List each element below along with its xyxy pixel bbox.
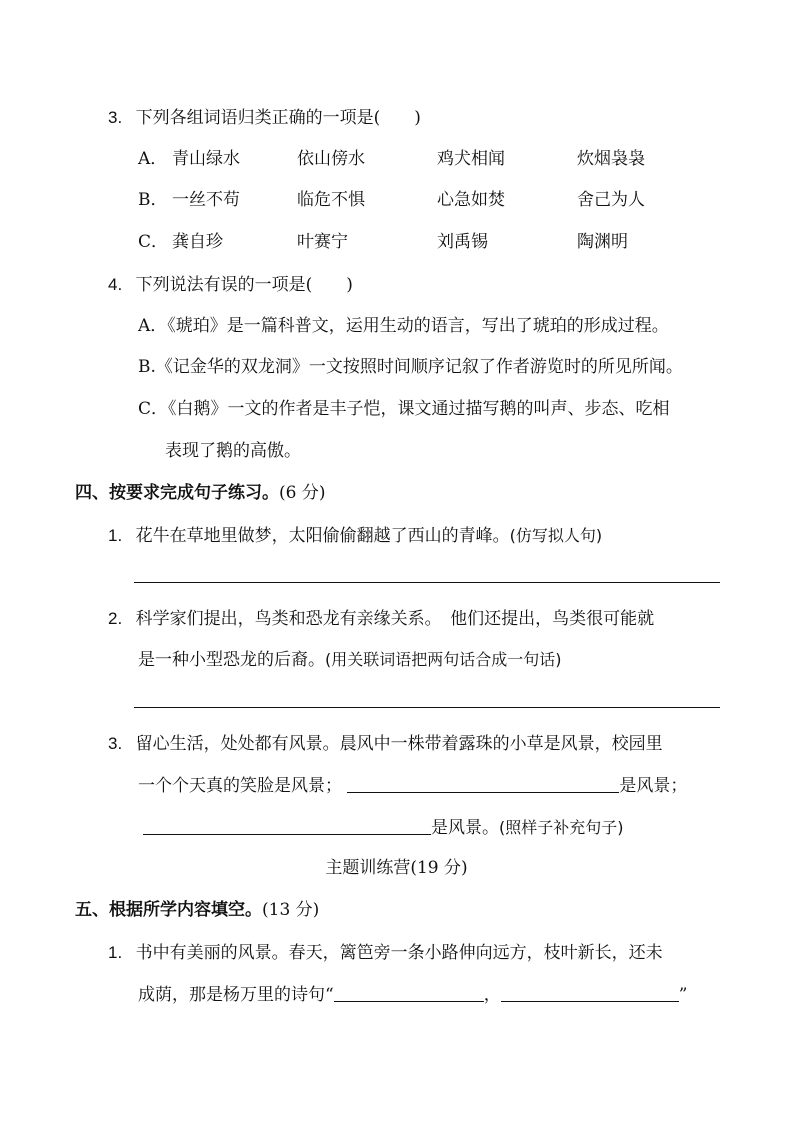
q3-option-b-item-2: 临危不惧: [297, 190, 365, 210]
s5-item-1-line-2: [138, 985, 687, 1004]
q3-option-c-item-2: 叶赛宁: [297, 232, 348, 252]
s4-item-2-hint: (用关联词语把两句话合成一句话): [325, 650, 562, 669]
q3-option-a-item-2: 依山傍水: [297, 149, 365, 169]
q3-number: 3.: [108, 108, 123, 127]
s4-item-3-line-3: [143, 818, 624, 837]
section-4-heading: [75, 485, 325, 502]
q4-option-c-text-2: 表现了鹅的高傲。: [165, 441, 301, 461]
section-5-title: 五、根据所学内容填空。: [75, 900, 262, 920]
q3-option-b-item-3: 心急如焚: [437, 190, 505, 210]
s4-item-2-line-1: [108, 610, 654, 628]
section-5-score: (13 分): [262, 900, 320, 920]
s5-item-1-blank-2[interactable]: [501, 985, 679, 1002]
s4-item-3-line-2: [138, 776, 687, 795]
q4-number: 4.: [108, 275, 123, 294]
s4-item-2-number: 2.: [108, 609, 123, 628]
section-4-score: (6 分): [279, 483, 326, 503]
q4-option-b: [138, 359, 683, 376]
s4-item-2-text-2: 是一种小型恐龙的后裔。: [138, 650, 325, 670]
q4-option-b-text: 《记金华的双龙洞》一文按照时间顺序记叙了作者游览时的所见所闻。: [155, 357, 683, 377]
q4-option-c-label: C．: [138, 399, 169, 419]
s4-item-3-hint: (照样子补充句子): [499, 818, 624, 837]
s5-item-1-text-1: 书中有美丽的风景。春天，篱笆旁一条小路伸向远方，枝叶新长，还未: [135, 943, 663, 963]
s4-item-1-text: 花牛在草地里做梦，太阳偷偷翻越了西山的青峰。: [135, 526, 510, 546]
s4-item-1-hint: (仿写拟人句): [509, 526, 603, 545]
s5-item-1-comma: ，: [483, 985, 501, 1005]
s4-item-2-line-2: [138, 652, 562, 669]
q4-option-a: [138, 318, 669, 335]
s4-item-3-text-2: 一个个天真的笑脸是风景；: [138, 776, 342, 796]
s4-item-3-number: 3.: [108, 734, 123, 753]
s5-item-1-number: 1.: [108, 943, 123, 962]
q3-option-b-label: B．: [138, 190, 168, 210]
q4-stem: 下列说法有误的一项是( ): [135, 275, 353, 295]
s4-item-3-text-4: 是风景。: [431, 818, 499, 838]
camp-title-score: (19 分): [410, 858, 468, 878]
s5-item-1-text-2: 成荫，那是杨万里的诗句: [138, 985, 325, 1005]
q3-option-a-item-1: 青山绿水: [172, 149, 240, 169]
q4-option-c-text-1: 《白鹅》一文的作者是丰子恺，课文通过描写鹅的叫声、步态、吃相: [168, 399, 670, 419]
q4-option-a-text: 《琥珀》是一篇科普文，运用生动的语言，写出了琥珀的形成过程。: [167, 316, 669, 336]
s4-item-3-blank-2[interactable]: [143, 818, 431, 835]
q3-option-a-item-4: 炊烟袅袅: [577, 149, 645, 169]
s4-item-3-line-1: [108, 735, 663, 753]
q3-option-c-item-4: 陶渊明: [577, 232, 628, 252]
q4-option-b-label: B.: [138, 357, 156, 377]
q3-stem: 下列各组词语归类正确的一项是( ): [135, 108, 421, 128]
q3-option-c-item-1: 龚自珍: [172, 232, 223, 252]
section-5-heading: [75, 902, 319, 919]
q3-option-a-item-3: 鸡犬相闻: [437, 149, 505, 169]
camp-title: [0, 860, 793, 877]
s4-item-3-text-3: 是风景；: [619, 776, 688, 796]
q3-line: [108, 109, 421, 127]
s5-item-1-close-quote: ”: [678, 985, 688, 1005]
s4-item-2-answer-line[interactable]: [134, 707, 720, 708]
q4-option-c: [138, 401, 670, 418]
s4-item-1-answer-line[interactable]: [134, 582, 720, 583]
s4-item-3-blank-1[interactable]: [347, 776, 619, 793]
q3-option-a-label: A．: [138, 149, 168, 169]
s5-item-1-open-quote: “: [325, 985, 334, 1005]
q3-option-c-item-3: 刘禹锡: [437, 232, 488, 252]
q4-option-a-label: A．: [138, 316, 168, 336]
s5-item-1-blank-1[interactable]: [334, 985, 484, 1002]
camp-title-text: 主题训练营: [325, 858, 411, 878]
s4-item-1-number: 1.: [108, 526, 123, 545]
section-4-title: 四、按要求完成句子练习。: [75, 483, 279, 503]
s5-item-1-line-1: [108, 944, 663, 962]
q3-option-b-item-4: 舍己为人: [577, 190, 645, 210]
s4-item-3-text-1: 留心生活，处处都有风景。晨风中一株带着露珠的小草是风景，校园里: [135, 734, 663, 754]
s4-item-2-text-1: 科学家们提出，鸟类和恐龙有亲缘关系。 他们还提出，鸟类很可能就: [135, 609, 655, 629]
s4-item-1: [108, 527, 602, 545]
q3-option-c-label: C．: [138, 232, 169, 252]
q4-line: [108, 276, 353, 294]
q3-option-b-item-1: 一丝不苟: [172, 190, 240, 210]
